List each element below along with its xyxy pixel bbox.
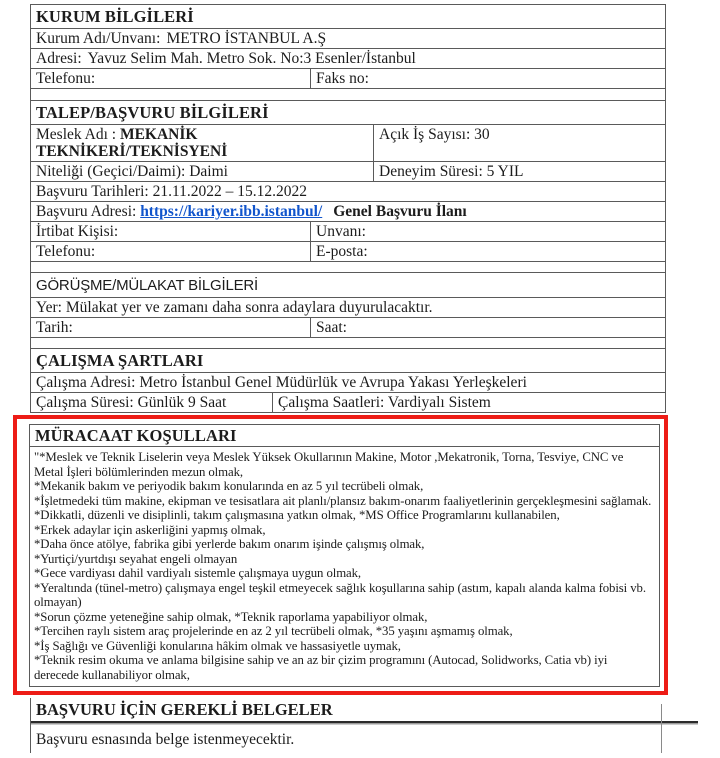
meslek-value: MEKANİK TEKNİKERİ/TEKNİSYENİ: [36, 126, 228, 160]
meslek-cell: [31, 125, 374, 161]
requirement-item: *Tercihen raylı sistem araç projelerinde en az 2 yıl tecrübeli olmak, *35 yaşını aşmamış olmak,: [34, 624, 513, 638]
kurum-adi-value: METRO İSTANBUL A.Ş: [166, 30, 327, 47]
acik-is-value: 30: [474, 126, 490, 143]
requirement-item: *Dikkatli, düzenli ve disiplinli, takım çalışmasına yatkın olmak, *MS Office Programlarını kullanabilen,: [34, 508, 560, 522]
talep-title-text: TALEP/BAŞVURU BİLGİLERİ: [36, 103, 269, 122]
kurum-adi-label: Kurum Adı/Unvanı:: [36, 30, 161, 47]
kurum-adres-row: [31, 49, 665, 69]
calisma-adres-row: Çalışma Adresi: Metro İstanbul Genel Müdürlük ve Avrupa Yakası Yerleşkeleri: [31, 373, 665, 393]
requirement-item: *İşletmedeki tüm makine, ekipman ve tesisatlara ait planlı/plansız bakım-onarım faaliyetlerinin gerçekleşmesini sağlamak.: [34, 493, 652, 508]
basvuru-tarih-label: Başvuru Tarihleri:: [36, 183, 149, 200]
gorusme-section-title: [31, 272, 665, 298]
section-talep-basvuru: [30, 100, 666, 262]
basvuru-adres-row: [31, 202, 665, 222]
kurum-telefon-faks-row: [31, 69, 665, 89]
kurum-title-text: KURUM BİLGİLERİ: [36, 7, 194, 26]
requirement-item: "*Meslek ve Teknik Liselerin veya Meslek Yüksek Okullarının Makine, Motor ,Mekatronik, Torna, Tesviye, CNC ve Metal İşleri bölümlerinden mezun olmak,: [34, 450, 624, 479]
nitelik-label: Niteliği (Geçici/Daimi):: [36, 163, 186, 180]
kurum-adres-value: Yavuz Selim Mah. Metro Sok. No:3 Esenler/İstanbul: [87, 50, 416, 67]
mulakat-saat-label: Saat:: [316, 319, 347, 336]
mulakat-yer-row: Yer: Mülakat yer ve zamanı daha sonra adaylara duyurulacaktır.: [31, 298, 665, 318]
acik-is-label: Açık İş Sayısı:: [379, 126, 471, 143]
deneyim-label: Deneyim Süresi:: [379, 163, 483, 180]
section-gorusme-mulakat: [30, 272, 666, 338]
kurum-section-title: [31, 4, 665, 29]
talep-telefon-row: [31, 242, 665, 262]
kurum-telefon-label: Telefonu:: [31, 69, 311, 88]
kurum-adi-row: [31, 29, 665, 49]
talep-section-title: [31, 100, 665, 125]
requirement-item: *İş Sağlığı ve Güvenliği konularına hâkim olmak ve hassasiyetle uymak,: [34, 638, 401, 653]
eposta-label: E-posta:: [316, 243, 368, 260]
section-muracaat-kosullari: [29, 424, 660, 687]
gorusme-title-text: GÖRÜŞME/MÜLAKAT BİLGİLERİ: [36, 277, 258, 294]
muracaat-requirements-list: [30, 447, 659, 687]
unvan-label: Unvanı:: [316, 223, 366, 240]
requirement-item: *Erkek adaylar için askerliğini yapmış olmak,: [34, 522, 266, 537]
calisma-saatler: Çalışma Saatleri: Vardiyalı Sistem: [278, 394, 491, 411]
irtibat-row: [31, 222, 665, 242]
section-spacer: [30, 338, 666, 348]
basvuru-tarih-row: [31, 182, 665, 202]
deneyim-value: 5 YIL: [486, 163, 524, 180]
basvuru-adres-link[interactable]: https://kariyer.ibb.istanbul/: [140, 203, 323, 220]
nitelik-value: Daimi: [189, 163, 228, 180]
kurum-faks-label: Faks no:: [316, 70, 369, 87]
requirement-item: *Sorun çözme yeteneğine sahip olmak, *Teknik raporlama yapabiliyor olmak,: [34, 609, 428, 624]
meslek-label: Meslek Adı :: [36, 126, 117, 143]
irtibat-label: İrtibat Kişisi:: [31, 222, 311, 241]
kurum-adres-label: Adresi:: [36, 50, 82, 67]
calisma-section-title: [31, 348, 665, 373]
talep-telefon-label: Telefonu:: [31, 242, 311, 261]
requirement-item: *Gece vardiyası dahil vardiyalı sistemle çalışmaya uygun olmak,: [34, 566, 362, 580]
requirement-item: *Mekanik bakım ve periyodik bakım konularında en az 5 yıl tecrübeli olmak,: [34, 479, 424, 493]
requirement-item: *Teknik resim okuma ve anlama bilgisine sahip ve an az bir çizim programını (Autocad, Solidworks, Catia vb) iyi derecede kullanabiliyor olmak,: [34, 653, 608, 682]
mulakat-tarih-label: Tarih:: [31, 318, 311, 337]
requirement-item: *Daha önce atölye, fabrika gibi yerlerde bakım onarım işinde çalışmış olmak,: [34, 537, 425, 551]
basvuru-tarih-value: 21.11.2022 – 15.12.2022: [152, 183, 308, 200]
requirement-item: *Yurtiçi/yurtdışı seyahat engeli olmayan: [34, 551, 238, 566]
tarih-saat-row: [31, 318, 665, 338]
calisma-sure: Çalışma Süresi: Günlük 9 Saat: [31, 393, 273, 412]
acik-is-cell: [374, 125, 665, 161]
section-calisma-sartlari: [30, 348, 666, 413]
belgeler-section-title: BAŞVURU İÇİN GEREKLİ BELGELER: [31, 698, 698, 723]
basvuru-adres-label: Başvuru Adresi:: [36, 203, 137, 220]
calisma-title-text: ÇALIŞMA ŞARTLARI: [36, 351, 204, 370]
section-gerekli-belgeler: [30, 698, 698, 753]
job-posting-document: [30, 4, 666, 753]
table-right-border: [661, 704, 662, 753]
meslek-row: [31, 125, 665, 162]
nitelik-cell: [31, 162, 374, 181]
muracaat-section-title: [30, 424, 659, 447]
section-kurum-bilgileri: [30, 4, 666, 89]
belgeler-note: Başvuru esnasında belge istenmeyecektir.: [36, 731, 295, 748]
section-spacer: [30, 89, 666, 100]
nitelik-row: [31, 162, 665, 182]
requirement-item: *Yeraltında (tünel-metro) çalışmaya engel teşkil etmeyecek sağlık koşullarına sahip (astım, kapalı alanda kalma fobisi vb. olmayan): [34, 580, 646, 609]
basvuru-adres-suffix: Genel Başvuru İlanı: [333, 203, 467, 220]
muracaat-title-text: MÜRACAAT KOŞULLARI: [35, 426, 237, 445]
section-spacer: [30, 262, 666, 272]
calisma-sure-saat-row: [31, 393, 665, 413]
deneyim-cell: [374, 162, 665, 181]
red-highlight-box: [13, 415, 668, 695]
